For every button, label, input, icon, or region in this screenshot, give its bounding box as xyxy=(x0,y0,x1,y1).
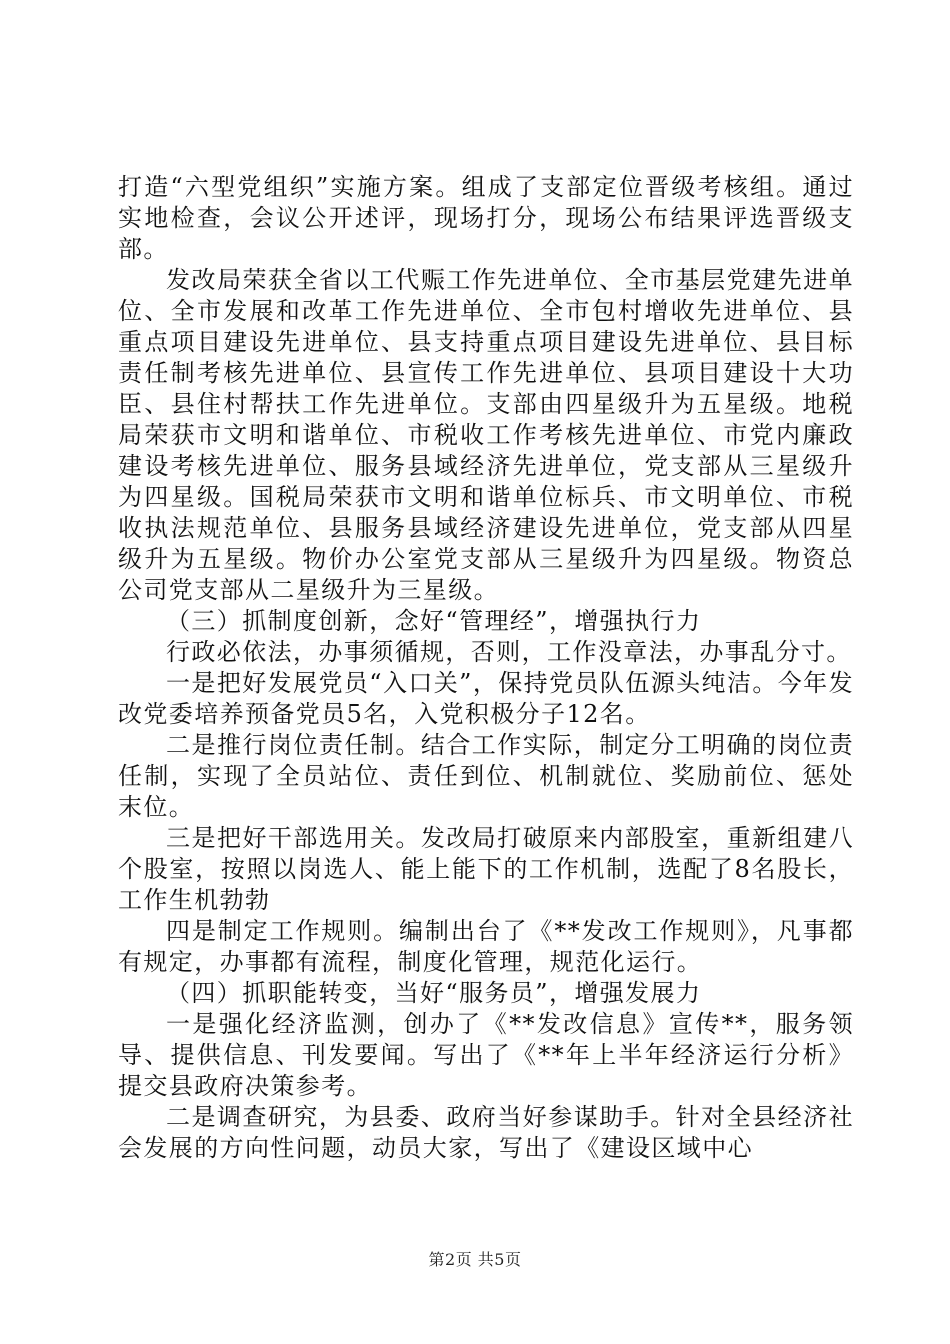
paragraph-6: 二是推行岗位责任制。结合工作实际，制定分工明确的岗位责任制，实现了全员站位、责任到位、机制就位、奖励前位、惩处末位。 xyxy=(118,731,854,821)
page-footer xyxy=(0,1247,950,1270)
paragraph-7: 三是把好干部选用关。发改局打破原来内部股室，重新组建八个股室，按照以岗选人、能上能下的工作机制，选配了8名股长，工作生机勃勃 xyxy=(118,824,854,914)
paragraph-2: 发改局荣获全省以工代赈工作先进单位、全市基层党建先进单位、全市发展和改革工作先进单位、全市包村增收先进单位、县重点项目建设先进单位、县支持重点项目建设先进单位、县目标责任制考核先进单位、县宣传工作先进单位、县项目建设十大功臣、县住村帮扶工作先进单位。支部由四星级升为五星级。地税局荣获市文明和谐单位、市税收工作考核先进单位、市党内廉政建设考核先进单位、服务县域经济先进单位，党支部从三星级升为四星级。国税局荣获市文明和谐单位标兵、市文明单位、市税收执法规范单位、县服务县域经济建设先进单位，党支部从四星级升为五星级。物价办公室党支部从三星级升为四星级。物资总公司党支部从二星级升为三星级。 xyxy=(118,266,854,604)
paragraph-4: 行政必依法，办事须循规，否则，工作没章法，办事乱分寸。 xyxy=(166,638,852,666)
paragraph-5: 一是把好发展党员“入口关”，保持党员队伍源头纯洁。今年发改党委培养预备党员5名，入党积极分子12名。 xyxy=(118,669,854,728)
paragraph-10: 一是强化经济监测，创办了《**发改信息》宣传**，服务领导、提供信息、刊发要闻。写出了《**年上半年经济运行分析》提交县政府决策参考。 xyxy=(118,1010,854,1100)
page-number-label: 第2页 共5页 xyxy=(428,1250,522,1269)
section-heading-4: （四）抓职能转变，当好“服务员”，增强发展力 xyxy=(166,979,702,1007)
paragraph-1: 打造“六型党组织”实施方案。组成了支部定位晋级考核组。通过实地检查，会议公开述评，现场打分，现场公布结果评选晋级支部。 xyxy=(118,173,854,263)
document-body xyxy=(118,172,854,1164)
paragraph-8: 四是制定工作规则。编制出台了《**发改工作规则》，凡事都有规定，办事都有流程，制度化管理，规范化运行。 xyxy=(118,917,854,976)
section-heading-3: （三）抓制度创新，念好“管理经”，增强执行力 xyxy=(166,607,702,635)
paragraph-11: 二是调查研究，为县委、政府当好参谋助手。针对全县经济社会发展的方向性问题，动员大家，写出了《建设区域中心 xyxy=(118,1103,854,1162)
